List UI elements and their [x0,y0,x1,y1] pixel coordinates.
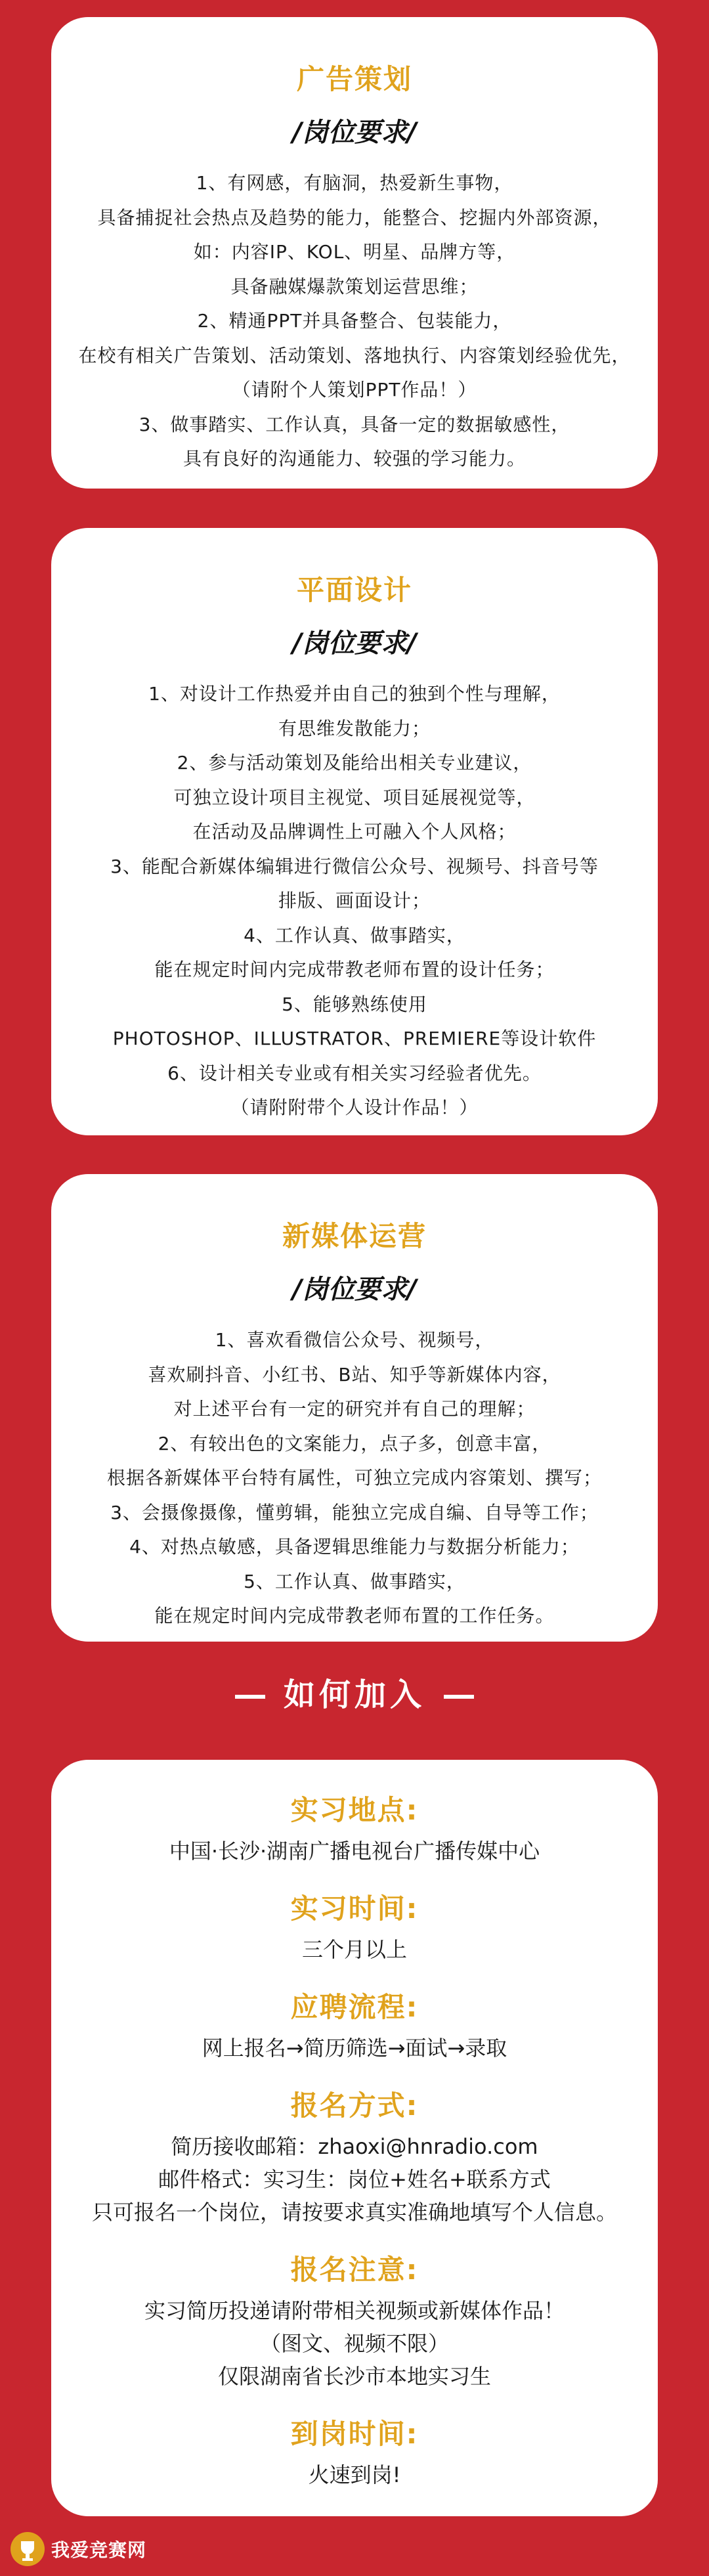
requirement-line: 3、会摄像摄像，懂剪辑，能独立完成自编、自导等工作； [110,1501,599,1523]
dash-decoration [235,1695,265,1699]
watermark-logo [9,2529,146,2569]
requirement-line: 3、能配合新媒体编辑进行微信公众号、视频号、抖音号等 [110,855,599,877]
requirements-list [51,166,658,477]
requirement-line: 能在规定时间内完成带教老师布置的工作任务。 [154,1605,555,1626]
section-start-time [51,2412,658,2491]
dash-decoration [444,1695,474,1699]
job-title: 新媒体运营 [282,1220,427,1252]
requirement-line: （请附附带个人设计作品！） [230,1097,479,1118]
requirement-line: 5、能够熟练使用 [282,993,427,1015]
job-requirements-heading: /岗位要求/ [292,118,417,148]
how-to-join-text: 如何加入 [283,1676,425,1713]
requirement-line: 6、设计相关专业或有相关实习经验者优先。 [167,1062,542,1084]
trophy-icon [9,2531,46,2567]
requirement-line: 4、工作认真、做事踏实， [244,924,465,946]
section-body [51,2032,658,2064]
requirements-list [51,1323,658,1634]
section-line: 网上报名→简历筛选→面试→录取 [202,2036,507,2061]
section-apply-method [51,2084,658,2229]
job-title: 广告策划 [296,63,412,95]
requirement-line: 1、喜欢看微信公众号、视频号， [215,1329,494,1351]
requirement-line: 如：内容IP、KOL、明星、品牌方等， [193,241,516,263]
section-duration [51,1887,658,1966]
requirement-line: （请附个人策划PPT作品！） [232,379,477,401]
section-line: 三个月以上 [301,1937,407,1962]
section-title: 应聘流程: [290,1991,419,2023]
section-body [51,2130,658,2229]
requirement-line: 具有良好的沟通能力、较强的学习能力。 [183,448,526,469]
section-title: 报名方式: [290,2089,419,2122]
requirement-line: 1、有网感，有脑洞，热爱新生事物， [196,172,513,194]
section-notes [51,2248,658,2393]
requirement-line: 2、有较出色的文案能力，点子多，创意丰富， [158,1432,551,1454]
requirement-line: 2、精通PPT并具备整合、包装能力， [197,310,512,332]
section-title: 报名注意: [290,2254,419,2286]
logo-text: 我爱竞赛网 [51,2539,147,2561]
section-line: 邮件格式：实习生：岗位+姓名+联系方式 [158,2167,551,2192]
requirement-line: 可独立设计项目主视觉、项目延展视觉等， [173,786,536,808]
section-body [51,1835,658,1867]
section-title: 实习地点: [290,1794,419,1826]
requirement-line: 1、对设计工作热爱并由自己的独到个性与理解， [148,683,561,705]
job-title: 平面设计 [296,574,412,606]
job-card-graphic-design [51,528,658,1135]
section-line: 只可报名一个岗位，请按要求真实准确地填写个人信息。 [91,2200,617,2225]
requirement-line: 喜欢刷抖音、小红书、B站、知乎等新媒体内容， [148,1363,561,1386]
job-card-ad-planning [51,17,658,489]
requirement-line: 3、做事踏实、工作认真，具备一定的数据敏感性， [139,413,570,435]
requirement-line: 具备融媒爆款策划运营思维； [230,275,479,297]
requirement-line: PHOTOSHOP、ILLUSTRATOR、PREMIERE等设计软件 [112,1028,597,1049]
requirement-line: 5、工作认真、做事踏实， [244,1570,465,1592]
section-title: 到岗时间: [290,2418,419,2450]
join-info-card [51,1760,658,2516]
section-location [51,1789,658,1867]
requirement-line: 4、对热点敏感，具备逻辑思维能力与数据分析能力； [129,1536,580,1558]
requirement-line: 有思维发散能力； [278,717,431,739]
requirement-line: 排版、画面设计； [278,890,431,911]
section-line: 中国·长沙·湖南广播电视台广播传媒中心 [169,1839,540,1864]
section-line: 仅限湖南省长沙市本地实习生 [217,2364,491,2389]
requirement-line: 在活动及品牌调性上可融入个人风格； [192,821,517,842]
requirement-line: 根据各新媒体平台特有属性，可独立完成内容策划、撰写； [106,1467,602,1489]
section-line: 火速到岗! [308,2462,401,2487]
section-body [51,2294,658,2393]
requirement-line: 在校有相关广告策划、活动策划、落地执行、内容策划经验优先， [78,344,631,366]
requirement-line: 对上述平台有一定的研究并有自己的理解； [173,1398,536,1420]
how-to-join-heading [0,1669,709,1714]
requirement-line: 能在规定时间内完成带教老师布置的设计任务； [154,959,555,980]
requirement-line: 2、参与活动策划及能给出相关专业建议， [177,752,532,774]
section-line: （图文、视频不限） [259,2331,449,2356]
job-card-new-media-ops [51,1174,658,1642]
requirements-list [51,677,658,1125]
job-requirements-heading: /岗位要求/ [292,628,417,659]
job-requirements-heading: /岗位要求/ [292,1275,417,1305]
section-body [51,1933,658,1966]
section-body [51,2458,658,2491]
section-title: 实习时间: [290,1892,419,1925]
section-process [51,1986,658,2064]
section-line: 实习简历投递请附带相关视频或新媒体作品！ [144,2298,565,2323]
requirement-line: 具备捕捉社会热点及趋势的能力，能整合、挖掘内外部资源， [97,206,612,229]
section-line: 简历接收邮箱：zhaoxi@hnradio.com [171,2134,538,2159]
